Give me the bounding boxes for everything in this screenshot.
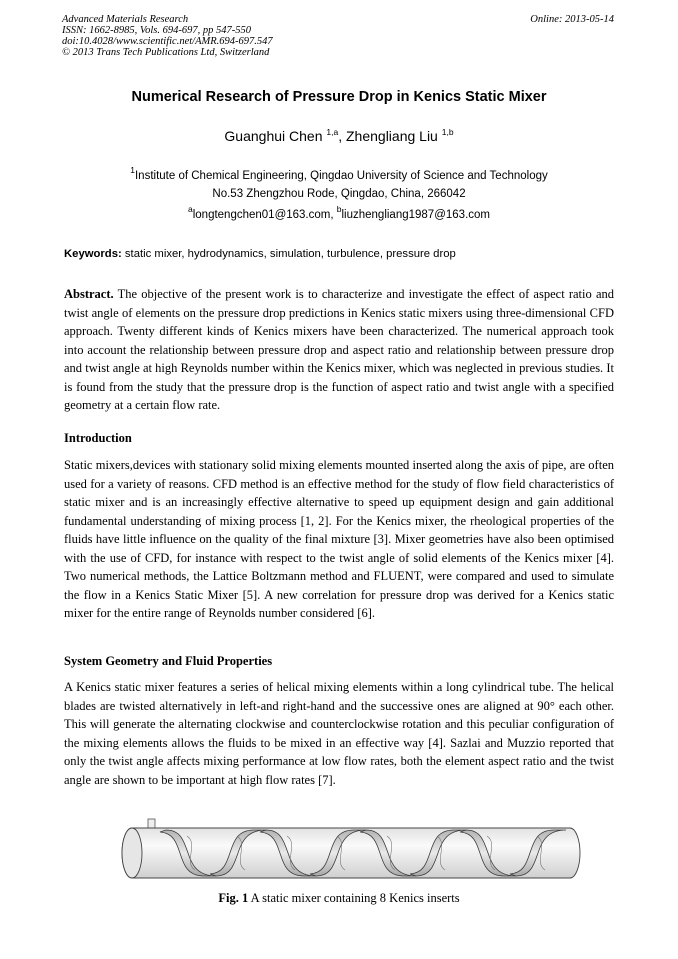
figure-label: Fig. 1 — [218, 891, 249, 905]
author-1-name: Guanghui Chen — [224, 128, 323, 144]
geometry-paragraph: A Kenics static mixer features a series of helical mixing elements within a long cylindrical tube. The helical blades are twisted alternatively in left-and right-hand and the successive ones are aligned at 90° each other. This will generate the alternating clockwise and counterclockwise rotation and this peculiar configuration of the mixing elements allows the fluids to be mixed in an effective way [4]. Sazlai and Muzzio reported that only the twist angle affects mixing performance at low flow rates, both the element aspect ratio and the twist angle are shown to be important at high flow rates [7]. — [64, 680, 614, 787]
keywords-text: static mixer, hydrodynamics, simulation, turbulence, pressure drop — [121, 248, 456, 260]
online-date: Online: 2013-05-14 — [530, 14, 614, 25]
issn-line: ISSN: 1662-8985, Vols. 694-697, pp 547-550 — [62, 25, 251, 36]
copyright-line: © 2013 Trans Tech Publications Ltd, Switzerland — [62, 47, 270, 58]
affiliation-line-1: Institute of Chemical Engineering, Qingdao University of Science and Technology — [134, 170, 548, 182]
abstract-label: Abstract. — [64, 287, 114, 301]
affiliation — [0, 167, 678, 203]
introduction-paragraph: Static mixers,devices with stationary solid mixing elements mounted inserted along the axis of pipe, are often used for a variety of reasons. CFD method is an effective method for the study of flow field characteristics of static mixer and is an increasingly effective alternative to speed up equipment design and gain additional fundamental understanding of mixing process [1, 2]. For the Kenics mixer, the rheological properties of the fluids have little influence on the quality of the final mixture [3]. Mixer geometries have also been optimised with the use of CFD, for instance with respect to the twist angle of solid elements of the Kenics mixer [4]. Two numerical methods, the Lattice Boltzmann method and FLUENT, were compared and used to simulate the flow in a Kenics Static Mixer [5]. A new correlation for pressure drop was derived for a Kenics static mixer for the entire range of Reynolds number considered [6]. — [64, 458, 614, 620]
geometry-heading: System Geometry and Fluid Properties — [64, 654, 273, 668]
email-line — [0, 204, 678, 221]
affiliation-line-2: No.53 Zhengzhou Rode, Qingdao, China, 266042 — [212, 188, 466, 200]
figure-caption-text: A static mixer containing 8 Kenics inserts — [248, 891, 460, 905]
keywords-label: Keywords: — [64, 248, 122, 260]
tube-inlet-end — [122, 828, 142, 878]
journal-name: Advanced Materials Research — [62, 14, 189, 25]
journal-meta — [62, 14, 273, 58]
static-mixer-illustration — [118, 810, 584, 880]
introduction-heading: Introduction — [64, 431, 132, 445]
author-separator: , — [338, 128, 346, 144]
figure-1 — [118, 810, 584, 880]
author-2-sup: 1,b — [441, 127, 454, 137]
email-a: longtengchen01@163.com, — [192, 209, 337, 221]
author-1-sup: 1,a — [326, 127, 339, 137]
keywords — [64, 248, 456, 260]
doi-line: doi:10.4028/www.scientific.net/AMR.694-697.547 — [62, 36, 273, 47]
author-2-name: Zhengliang Liu — [346, 128, 438, 144]
email-a-sup: a — [187, 204, 193, 214]
paper-title: Numerical Research of Pressure Drop in Kenics Static Mixer — [131, 89, 547, 105]
email-b: liuzhengliang1987@163.com — [341, 209, 490, 221]
abstract-text: The objective of the present work is to characterize and investigate the effect of aspect ratio and twist angle of elements on the pressure drop predictions in Kenics static mixers using three-dimensional CFD approach. Twenty different kinds of Kenics mixers have been characterized. The numerical approach took into account the relationship between pressure drop and aspect ratio and relationship between pressure drop and twist angle at high Reynolds number within the Kenics mixer, which was neglected in previous studies. It is found from the study that the pressure drop is the function of aspect ratio and twist angle with a specified geometry at a certain flow rate. — [64, 287, 614, 412]
abstract-paragraph — [64, 285, 614, 415]
email-b-sup: b — [336, 204, 342, 214]
figure-caption — [0, 891, 678, 906]
author-list — [0, 128, 678, 144]
affiliation-sup: 1 — [130, 165, 135, 175]
